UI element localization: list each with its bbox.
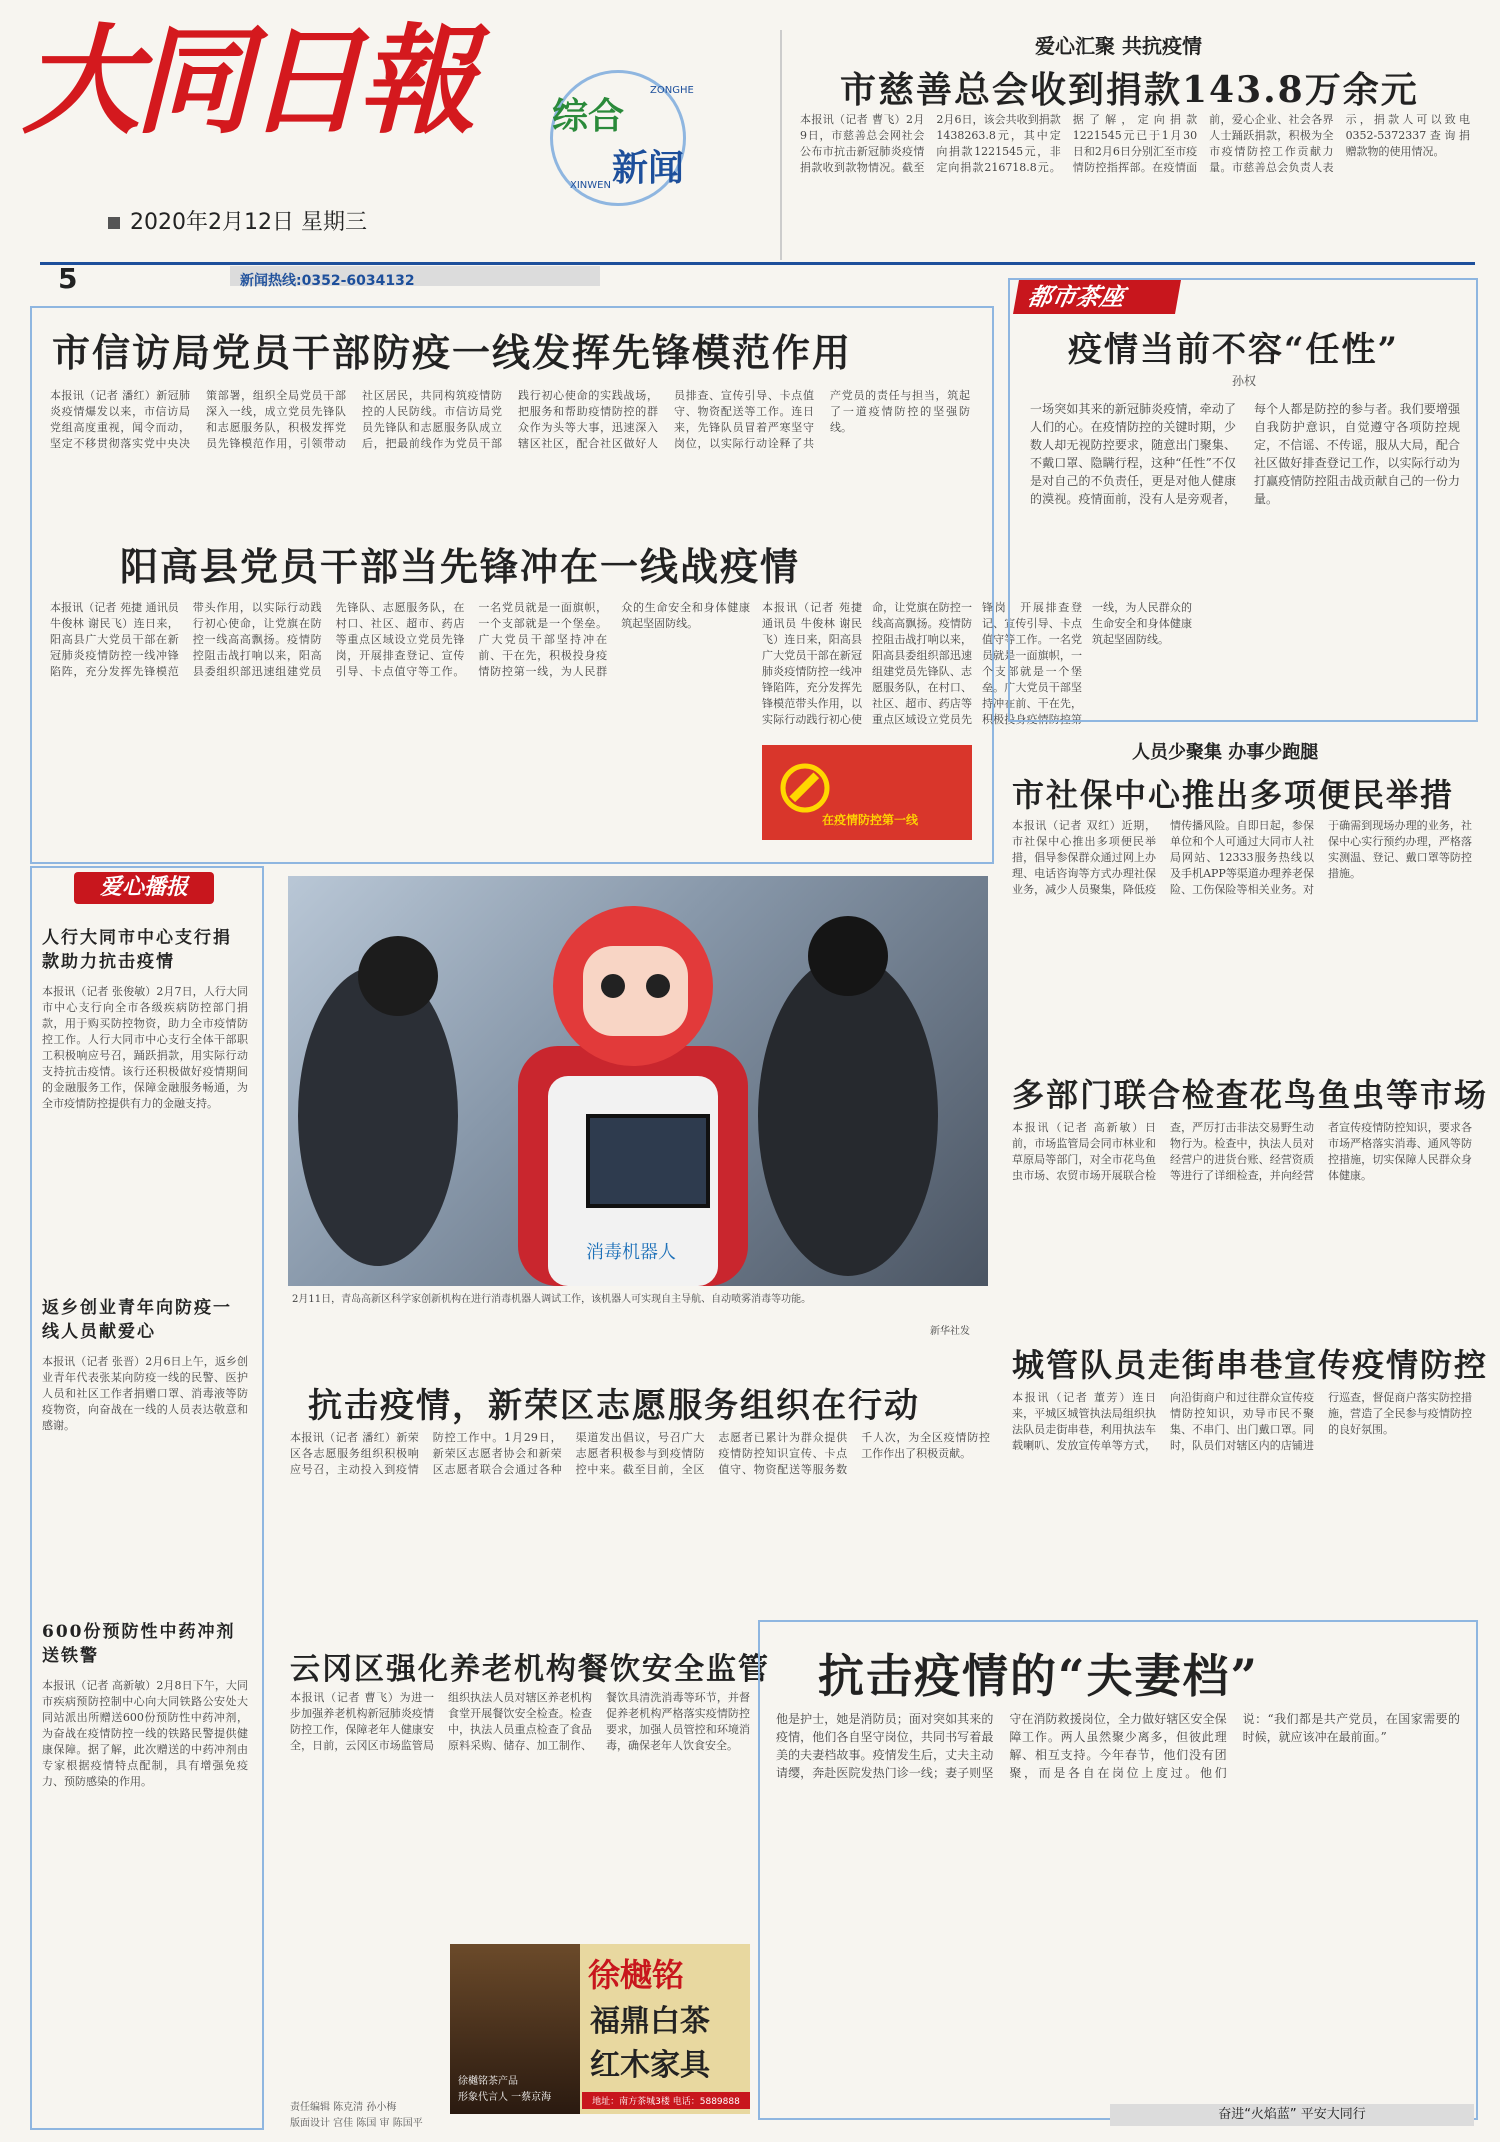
commentary-headline[interactable]: 疫情当前不容“任性” bbox=[1068, 330, 1400, 370]
love-item1-title[interactable]: 人行大同市中心支行捐款助力抗击疫情 bbox=[42, 928, 232, 972]
robot-label: 消毒机器人 bbox=[578, 1236, 684, 1266]
love-item3-body: 本报讯（记者 高新敏）2月8日下午，大同市疾病预防控制中心向大同铁路公安处大同站派出所赠送600份预防性中药冲剂，为奋战在疫情防控一线的铁路民警提供健康保障。据了解，此次赠送的中药冲剂由专家根据疫情特点配制，具有增强免疫力、预防感染的作用。 bbox=[42, 1679, 248, 1788]
ad-side-sub: 形象代言人 一蔡京海 bbox=[458, 2092, 552, 2103]
footer-banner: 奋进“火焰蓝” 平安大同行 bbox=[1110, 2104, 1474, 2126]
hotline: 新闻热线:0352-6034132 bbox=[240, 273, 415, 289]
article2-headline[interactable]: 阳高县党员干部当先锋冲在一线战疫情 bbox=[120, 544, 801, 589]
xinrong-headline[interactable]: 抗击疫情，新荣区志愿服务组织在行动 bbox=[308, 1386, 920, 1426]
market-body: 本报讯（记者 高新敏）日前，市场监管局会同市林业和草原局等部门，对全市花鸟鱼虫市场、农贸市场开展联合检查，严厉打击非法交易野生动物行为。检查中，执法人员对经营户的进货台账、经营资质等进行了详细检查，并向经营者宣传疫情防控知识，要求各市场严格落实消毒、通风等防控措施，切实保障人民群众身体健康。 bbox=[1012, 1121, 1472, 1182]
footer-designer: 版面设计 宫佳 陈国 审 陈国平 bbox=[290, 2118, 423, 2129]
footer-editors: 责任编辑 陈克清 孙小梅 bbox=[290, 2102, 397, 2113]
social-headline[interactable]: 市社保中心推出多项便民举措 bbox=[1012, 776, 1455, 814]
commentary-tag: 都市茶座 bbox=[1013, 280, 1181, 314]
commentary-author: 孙权 bbox=[1232, 374, 1257, 388]
masthead-title: 大同日報 bbox=[22, 11, 471, 150]
chengguan-body: 本报讯（记者 董芳）连日来，平城区城管执法局组织执法队员走街串巷，利用执法车载喇叭、发放宣传单等方式，向沿街商户和过往群众宣传疫情防控知识，劝导市民不聚集、不串门、出门戴口罩。同时，队员们对辖区内的店铺进行巡查，督促商户落实防控措施，营造了全民参与疫情防控的良好氛围。 bbox=[1012, 1391, 1472, 1452]
ad-line1: 福鼎白茶 bbox=[590, 2004, 710, 2039]
love-item3-title[interactable]: 600份预防性中药冲剂送铁警 bbox=[42, 1622, 236, 1666]
top-kicker: 爱心汇聚 共抗疫情 bbox=[1035, 34, 1202, 58]
section-badge bbox=[540, 60, 694, 210]
love-item1-body: 本报讯（记者 张俊敏）2月7日，人行大同市中心支行向全市各级疾病防控部门捐款，用于购买防控物资，助力全市疫情防控工作。人行大同市中心支行全体干部职工积极响应号召，踊跃捐款，用实际行动支持抗击疫情。该行还积极做好疫情期间的金融服务工作，保障金融服务畅通，为全市疫情防控提供有力的金融支持。 bbox=[42, 985, 248, 1110]
commentary-body: 一场突如其来的新冠肺炎疫情，牵动了人们的心。在疫情防控的关键时期，少数人却无视防控要求，随意出门聚集、不戴口罩、隐瞒行程，这种“任性”不仅是对自己的不负责任，更是对他人健康的漠视。疫情面前，没有人是旁观者，每个人都是防控的参与者。我们要增强自我防护意识，自觉遵守各项防控规定，不信谣、不传谣，服从大局，配合社区做好排查登记工作，以实际行动为打赢疫情防控阻击战贡献自己的一份力量。 bbox=[1030, 402, 1460, 506]
xinrong-body: 本报讯（记者 潘红）新荣区各志愿服务组织积极响应号召，主动投入到疫情防控工作中。1月29日，新荣区志愿者协会和新荣区志愿者联合会通过各种渠道发出倡议，号召广大志愿者积极参与到疫情防控中来。截至目前，全区志愿者已累计为群众提供疫情防控知识宣传、卡点值守、物资配送等服务数千人次，为全区疫情防控工作作出了积极贡献。 bbox=[290, 1431, 990, 1476]
party-badge-text: 在疫情防控第一线 bbox=[822, 813, 919, 827]
love-item2-body: 本报讯（记者 张晋）2月6日上午，返乡创业青年代表张某向防疫一线的民警、医护人员和社区工作者捐赠口罩、消毒液等防疫物资，向奋战在一线的人员表达敬意和感谢。 bbox=[42, 1355, 248, 1432]
yungang-headline[interactable]: 云冈区强化养老机构餐饮安全监管 bbox=[290, 1652, 770, 1687]
ad-side-title: 徐樾铭茶产品 bbox=[458, 2076, 518, 2087]
ad-line2: 红木家具 bbox=[590, 2048, 710, 2083]
photo-credit: 新华社发 bbox=[930, 1326, 970, 1337]
robot-photo[interactable] bbox=[288, 876, 988, 1286]
top-body: 本报讯（记者 曹飞）2月9日，市慈善总会网社会公布市抗击新冠肺炎疫情捐款收到款物情况。截至2月6日，该会共收到捐款1438263.8元，其中定向捐款1221545元，非定向捐款216718.8元。据了解，定向捐款1221545元已于1月30日和2月6日分别汇至市疫情防控指挥部。在疫情面前，爱心企业、社会各界人士踊跃捐款，积极为全市疫情防控工作贡献力量。市慈善总会负责人表示，捐款人可以致电0352-5372337查询捐赠款物的使用情况。 bbox=[800, 113, 1470, 174]
social-kicker: 人员少聚集 办事少跑腿 bbox=[1132, 742, 1319, 763]
issue-date-text: 2020年2月12日 星期三 bbox=[130, 210, 367, 235]
tea-ad[interactable] bbox=[450, 1944, 750, 2114]
top-headline[interactable]: 市慈善总会收到捐款143.8万余元 bbox=[840, 69, 1419, 111]
market-headline[interactable]: 多部门联合检查花鸟鱼虫等市场 bbox=[1012, 1076, 1489, 1114]
section-pinyin-1: ZONGHE bbox=[650, 85, 694, 96]
article1-headline[interactable]: 市信访局党员干部防疫一线发挥先锋模范作用 bbox=[52, 330, 853, 375]
photo-caption: 2月11日，青岛高新区科学家创新机构在进行消毒机器人调试工作，该机器人可实现自主导航、自动喷雾消毒等功能。 bbox=[292, 1294, 812, 1305]
social-body: 本报讯（记者 双红）近期，市社保中心推出多项便民举措，倡导参保群众通过网上办理、电话咨询等方式办理社保业务，减少人员聚集，降低疫情传播风险。自即日起，参保单位和个人可通过大同市人社局网站、12333服务热线以及手机APP等渠道办理养老保险、工伤保险等相关业务。对于确需到现场办理的业务，社保中心实行预约办理，严格落实测温、登记、戴口罩等防控措施。 bbox=[1012, 819, 1472, 896]
square-bullet-icon bbox=[108, 217, 120, 229]
divider bbox=[780, 30, 782, 260]
page-number: 5 bbox=[58, 262, 78, 295]
article1-body: 本报讯（记者 潘红）新冠肺炎疫情爆发以来，市信访局党组高度重视，闻令而动，坚定不移贯彻落实党中央决策部署，组织全局党员干部深入一线，成立党员先锋队和志愿服务队，积极发挥党员先锋模范作用，引领带动社区居民，共同构筑疫情防控的人民防线。市信访局党员先锋队和志愿服务队成立后，把最前线作为党员干部践行初心使命的实践战场，把服务和帮助疫情防控的群众作为头等大事，迅速深入辖区社区，配合社区做好人员排查、宣传引导、卡点值守、物资配送等工作。连日来，先锋队员冒着严寒坚守岗位，以实际行动诠释了共产党员的责任与担当，筑起了一道疫情防控的坚强防线。 bbox=[50, 389, 970, 450]
yungang-body: 本报讯（记者 曹飞）为进一步加强养老机构新冠肺炎疫情防控工作，保障老年人健康安全，日前，云冈区市场监管局组织执法人员对辖区养老机构食堂开展餐饮安全检查。检查中，执法人员重点检查了食品原料采购、储存、加工制作、餐饮具清洗消毒等环节，并督促养老机构严格落实疫情防控要求，加强人员管控和环境消毒，确保老年人饮食安全。 bbox=[290, 1691, 750, 1752]
robot-photo-illustration bbox=[288, 876, 988, 1286]
couple-headline[interactable]: 抗击疫情的“夫妻档” bbox=[818, 1649, 1259, 1703]
article2-body: 本报讯（记者 苑捷 通讯员 牛俊林 谢民飞）连日来，阳高县广大党员干部在新冠肺炎疫情防控一线冲锋陷阵，充分发挥先锋模范带头作用，以实际行动践行初心使命，让党旗在防控一线高高飘扬。疫情防控阻击战打响以来，阳高县委组织部迅速组建党员先锋队、志愿服务队，在村口、社区、超市、药店等重点区域设立党员先锋岗，开展排查登记、宣传引导、卡点值守等工作。一名党员就是一面旗帜，一个支部就是一个堡垒。广大党员干部坚持冲在前、干在先，积极投身疫情防控第一线，为人民群众的生命安全和身体健康筑起坚固防线。 bbox=[50, 601, 750, 678]
love-tag: 爱心播报 bbox=[74, 872, 214, 904]
party-emblem-graphic bbox=[762, 745, 972, 840]
section-name-1: 综合 bbox=[552, 96, 625, 137]
couple-body: 他是护士，她是消防员；面对突如其来的疫情，他们各自坚守岗位，共同书写着最美的夫妻档故事。疫情发生后，丈夫主动请缨，奔赴医院发热门诊一线；妻子则坚守在消防救援岗位，全力做好辖区安全保障工作。两人虽然聚少离多，但彼此理解、相互支持。今年春节，他们没有团聚，而是各自在岗位上度过。他们说：“我们都是共产党员，在国家需要的时候，就应该冲在最前面。” bbox=[776, 1712, 1460, 1780]
section-pinyin-2: XINWEN bbox=[570, 180, 611, 191]
chengguan-headline[interactable]: 城管队员走街串巷宣传疫情防控 bbox=[1012, 1346, 1489, 1384]
issue-date bbox=[108, 205, 367, 236]
ad-brand: 徐樾铭 bbox=[588, 1956, 685, 1994]
article2-body-cont: 本报讯（记者 苑捷 通讯员 牛俊林 谢民飞）连日来，阳高县广大党员干部在新冠肺炎疫情防控一线冲锋陷阵，充分发挥先锋模范带头作用，以实际行动践行初心使命，让党旗在防控一线高高飘扬。疫情防控阻击战打响以来，阳高县委组织部迅速组建党员先锋队、志愿服务队，在村口、社区、超市、药店等重点区域设立党员先锋岗，开展排查登记、宣传引导、卡点值守等工作。一名党员就是一面旗帜，一个支部就是一个堡垒。广大党员干部坚持冲在前、干在先，积极投身疫情防控第一线，为人民群众的生命安全和身体健康筑起坚固防线。 bbox=[762, 601, 1192, 726]
ad-address: 地址：南方茶城3楼 电话：5889888 bbox=[582, 2092, 750, 2109]
love-item2-title[interactable]: 返乡创业青年向防疫一线人员献爱心 bbox=[42, 1298, 232, 1342]
section-name-2: 新闻 bbox=[612, 148, 685, 189]
